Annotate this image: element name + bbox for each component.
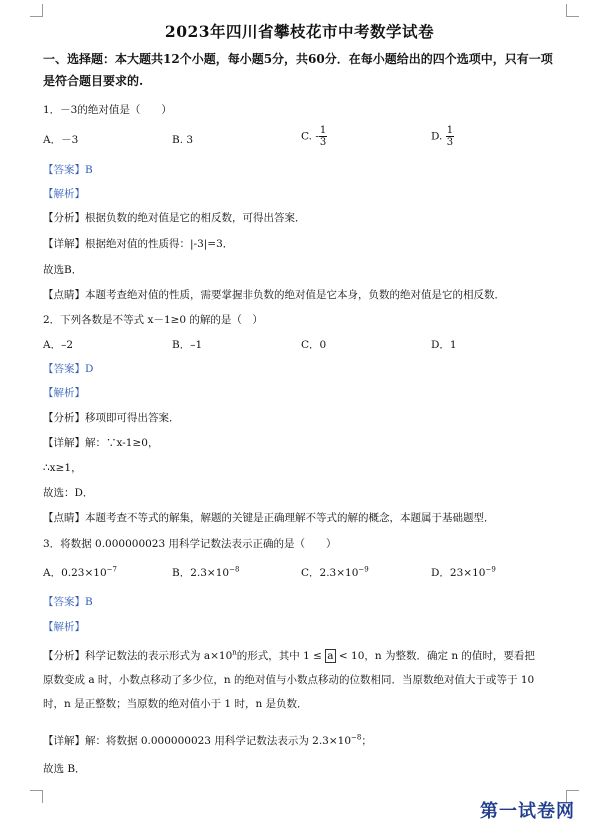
q3-answer: 【答案】B <box>43 596 93 608</box>
q3-fenxi-line-1a: 【分析】科学记数法的表示形式为 a×10 <box>43 650 233 662</box>
q1-option-d-label: D. <box>431 130 443 143</box>
q2-stem: 2．下列各数是不等式 x－1≥0 的解的是（ ） <box>43 314 263 326</box>
q3-fenxi-abs-a: a <box>327 650 334 662</box>
q3-fenxi-line-1c: < 10，n 为整数．确定 n 的值时，要看把 <box>338 650 535 662</box>
q3-option-c-exponent: −9 <box>358 565 369 574</box>
q3-fenxi-exponent: n <box>232 648 237 657</box>
q3-option-a-exponent: −7 <box>106 565 117 574</box>
q3-xiangjie <box>43 734 372 748</box>
q2-option-b: B．–1 <box>172 339 203 351</box>
q1-stem: 1．－3的绝对值是（ ） <box>43 104 172 116</box>
q2-analysis-label: 【解析】 <box>43 387 85 399</box>
q3-fenxi-line-3: 时，n 是正整数；当原数的绝对值小于 1 时，n 是负数． <box>43 698 308 710</box>
q2-xiangjie: 【详解】解：∵x-1≥0， <box>43 437 159 449</box>
q3-option-d-base: D．23×10 <box>431 567 486 579</box>
q2-option-d: D．1 <box>431 339 457 351</box>
section-heading: 一、选择题：本大题共12个小题，每小题5分，共60分．在每小题给出的四个选项中，只有一项是符合题目要求的. <box>43 52 553 88</box>
q1-fenxi: 【分析】根据负数的绝对值是它的相反数，可得出答案． <box>43 212 306 224</box>
crop-mark-top-right <box>566 4 579 17</box>
crop-mark-top-left <box>30 4 43 17</box>
q1-option-a: A．－3 <box>43 134 79 146</box>
crop-mark-bottom-left <box>30 790 43 803</box>
q3-xiangjie-end: ； <box>361 735 372 747</box>
q3-stem: 3．将数据 0.000000023 用科学记数法表示正确的是（ ） <box>43 538 337 550</box>
fraction-numerator: 1 <box>446 125 454 136</box>
q2-fenxi: 【分析】移项即可得出答案． <box>43 412 180 424</box>
q3-fenxi-line-1 <box>43 644 563 668</box>
q2-option-c: C．0 <box>301 339 327 351</box>
q1-xiangjie: 【详解】根据绝对值的性质得：|-3|=3． <box>43 238 234 250</box>
q2-dianjing: 【点睛】本题考查不等式的解集，解题的关键是正确理解不等式的解的概念，本题属于基础题型． <box>43 512 495 524</box>
q3-option-b-base: B．2.3×10 <box>172 567 230 579</box>
q3-choose: 故选 B． <box>43 763 86 775</box>
q1-option-c-fraction <box>319 125 327 148</box>
q3-option-c-base: C．2.3×10 <box>301 567 359 579</box>
footer-brand-watermark: 第一试卷网 <box>480 801 575 822</box>
fraction-denominator: 3 <box>319 137 327 148</box>
q3-xiangjie-text: 【详解】解：将数据 0.000000023 用科学记数法表示为 2.3×10 <box>43 735 352 747</box>
fraction-denominator: 3 <box>446 137 454 148</box>
q1-option-c-label: C. - <box>301 130 319 143</box>
q3-option-a <box>43 566 117 580</box>
q1-option-d <box>431 125 454 148</box>
q3-xiangjie-exponent: −8 <box>351 733 362 742</box>
q1-answer: 【答案】B <box>43 164 93 176</box>
q3-option-a-base: A．0.23×10 <box>43 567 107 579</box>
q1-choose: 故选B． <box>43 264 83 276</box>
q3-option-b-exponent: −8 <box>229 565 240 574</box>
fraction-numerator: 1 <box>319 125 327 136</box>
q3-option-c <box>301 566 369 580</box>
q3-fenxi-line-1b: 的形式，其中 1 ≤ <box>236 650 322 662</box>
q2-option-a: A．–2 <box>43 339 74 351</box>
q1-analysis-label: 【解析】 <box>43 188 85 200</box>
q1-dianjing: 【点睛】本题考查绝对值的性质，需要掌握非负数的绝对值是它本身，负数的绝对值是它的相反数． <box>43 289 505 301</box>
q2-therefore: ∴x≥1， <box>43 462 82 474</box>
q1-option-d-fraction <box>446 125 454 148</box>
q3-fenxi <box>43 644 563 716</box>
q2-choose: 故选：D． <box>43 487 94 499</box>
q3-fenxi-line-2: 原数变成 a 时，小数点移动了多少位，n 的绝对值与小数点移动的位数相同．当原数绝对值大于或等于 10 <box>43 674 535 686</box>
q3-option-d <box>431 566 496 580</box>
q1-option-c <box>301 125 327 148</box>
q2-answer: 【答案】D <box>43 363 94 375</box>
q1-option-b: B. 3 <box>172 134 194 146</box>
q3-option-d-exponent: −9 <box>485 565 496 574</box>
q3-option-b <box>172 566 239 580</box>
document-title: 2023年四川省攀枝花市中考数学试卷 <box>164 22 435 41</box>
q3-analysis-label: 【解析】 <box>43 621 85 633</box>
